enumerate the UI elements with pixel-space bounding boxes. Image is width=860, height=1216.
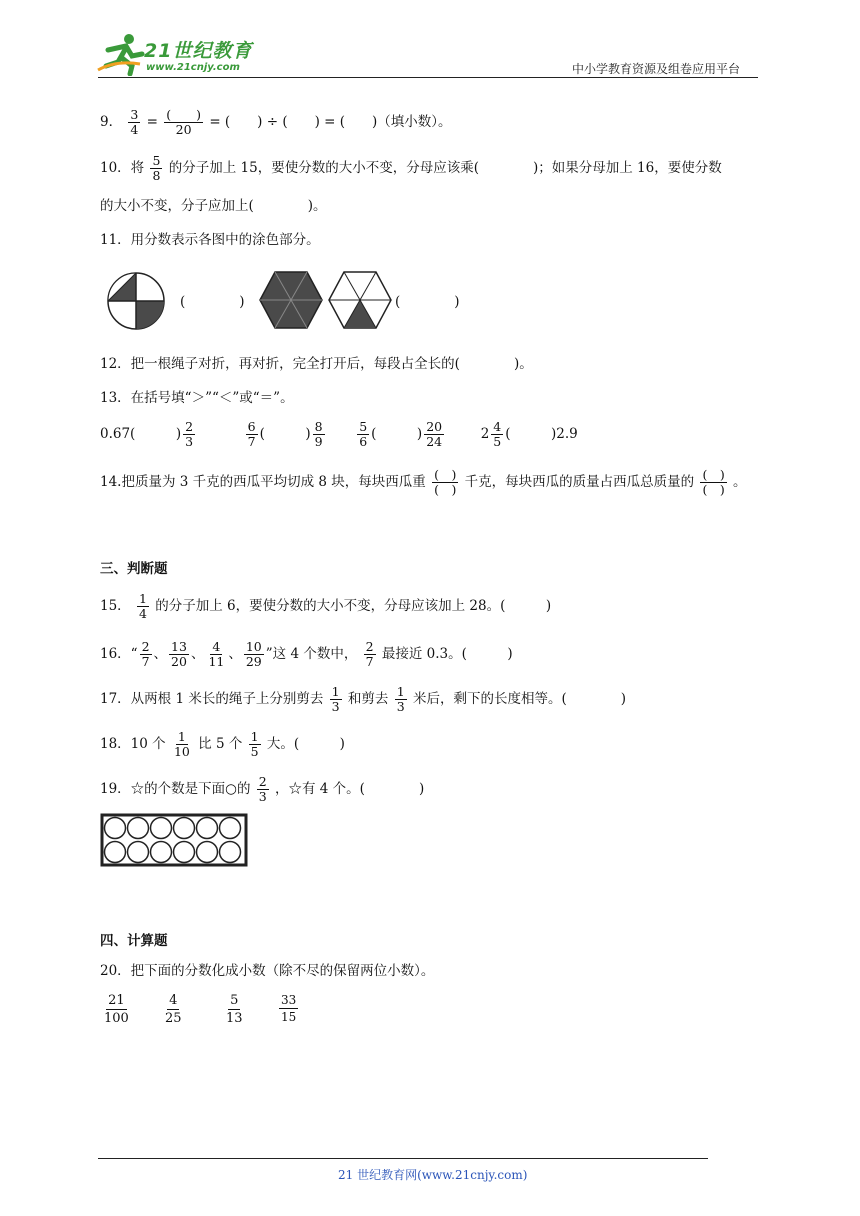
footer-text[interactable]: 21 世纪教育网(www.21cnjy.com) [338, 1168, 528, 1182]
question-19: 19．☆的个数是下面○的 $\frac{2}{3}$ ，☆有 4 个。( ) [100, 774, 425, 804]
runner-logo-icon [96, 30, 146, 76]
header-rule [98, 77, 758, 78]
question-10-line1: 10．将 $\frac{5}{8}$ 的分子加上 15，要使分数的大小不变，分母应该乘( )；如果分母加上 16，要使分数 [100, 153, 722, 183]
question-13: 13．在括号填“＞”“＜”或“＝”。 [100, 390, 294, 406]
logo-url-text: www.21cnjy.com [146, 62, 240, 73]
footer-rule [98, 1158, 708, 1159]
fraction-33-15: $\frac{33}{15}$ [281, 993, 297, 1024]
fraction-4-25: $\frac{4}{25}$ [165, 993, 182, 1026]
question-11: 11．用分数表示各图中的涂色部分。 [100, 232, 320, 248]
shaded-hexagon-full [258, 270, 324, 330]
circles-box-figure [100, 813, 248, 867]
question-18: 18．10 个 $\frac{1}{10}$ 比 5 个 $\frac{1}{5}$ 大。( ) [100, 729, 345, 759]
question-16: 16．“ $\frac{2}{7}$ 、 $\frac{13}{20}$ 、 $\frac{4}{11}$ 、 $\frac{10}{29}$ ”这 4 个数中， $\frac{2}{7}$ 最接近 0.3。( ) [100, 639, 513, 669]
question-12: 12．把一根绳子对折，再对折，完全打开后，每段占全长的( )。 [100, 356, 533, 372]
answer-blank-hexagons[interactable]: ( ) [395, 294, 460, 310]
fraction-5-13: $\frac{5}{13}$ [226, 993, 243, 1026]
question-17: 17．从两根 1 米长的绳子上分别剪去 $\frac{1}{3}$ 和剪去 $\frac{1}{3}$ 米后，剩下的长度相等。( ) [100, 684, 626, 714]
question-9: 9． $\frac{3}{4}$ = $\frac{( )}{20}$ = ( ) ÷ ( ) = ( )（填小数）。 [100, 107, 452, 137]
logo [96, 30, 266, 78]
question-20: 20．把下面的分数化成小数（除不尽的保留两位小数）。 [100, 963, 435, 979]
question-15: 15． $\frac{1}{4}$ 的分子加上 6，要使分数的大小不变，分母应该加上 28。( ) [100, 591, 552, 621]
question-13-items: 0.67( ) $\frac{2}{3}$ $\frac{6}{7}$ ( ) $\frac{8}{9}$ $\frac{5}{6}$ ( ) $\frac{20}{24}$ 2 $\frac{4}{5}$ ( )2.9 [100, 419, 578, 449]
fraction-21-100: $\frac{21}{100}$ [104, 993, 129, 1026]
answer-blank-circle[interactable]: ( ) [180, 294, 245, 310]
question-10-line2: 的大小不变，分子应加上( )。 [100, 198, 327, 214]
logo-main-text: 21世纪教育 [144, 40, 253, 62]
shaded-hexagon-partial [327, 270, 393, 330]
shaded-circle-figure [104, 271, 168, 331]
platform-name: 中小学教育资源及组卷应用平台 [572, 62, 741, 76]
question-14: 14.把质量为 3 千克的西瓜平均切成 8 块，每块西瓜重 $\frac{( )}{( )}$ 千克，每块西瓜的质量占西瓜总质量的 $\frac{( )}{( )}$ 。 [100, 467, 747, 497]
section-3-title: 三、判断题 [100, 561, 168, 577]
section-4-title: 四、计算题 [100, 933, 168, 949]
